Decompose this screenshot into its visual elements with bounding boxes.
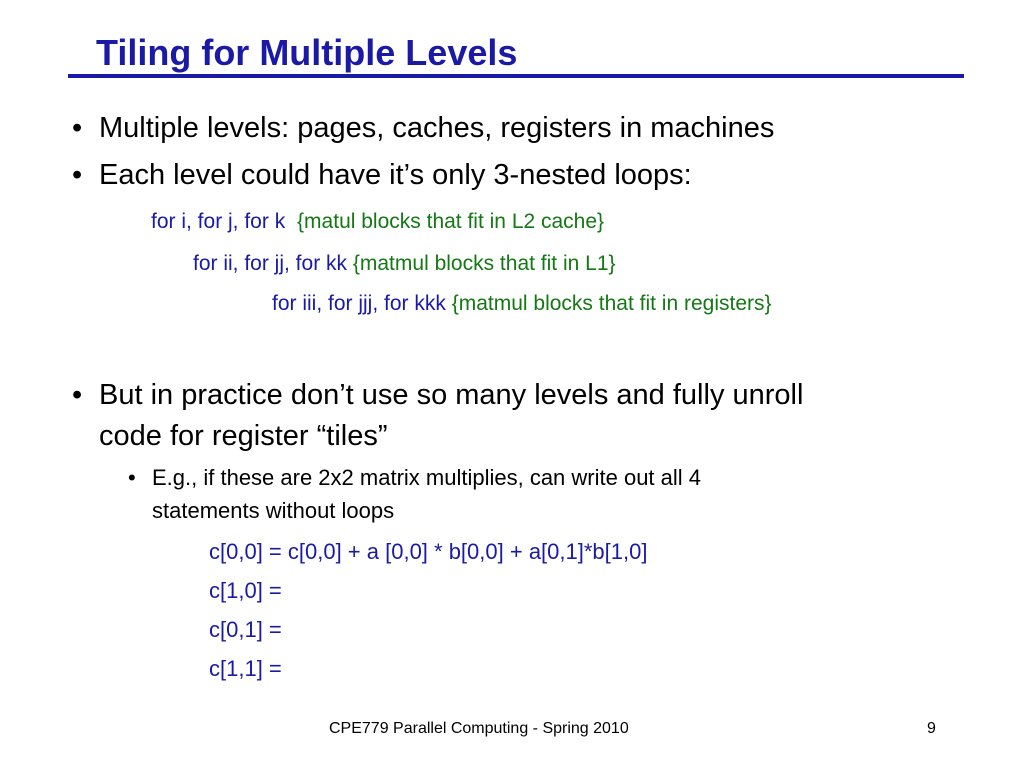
sub-bullet-text-line-1: E.g., if these are 2x2 matrix multiplies, can write out all 4: [152, 465, 702, 490]
loop-code: for iii, for jjj, for kkk: [272, 292, 446, 315]
bullet-text-line-2: code for register “tiles”: [99, 420, 388, 452]
bullet-text: Each level could have it’s only 3-nested loops:: [99, 159, 692, 191]
loop-comment: {matmul blocks that fit in registers}: [451, 292, 772, 315]
sub-bullet-marker: •: [128, 465, 136, 490]
statement-3: c[0,1] =: [209, 617, 282, 642]
slide-title: Tiling for Multiple Levels: [96, 32, 518, 73]
loop-code: for i, for j, for k: [151, 210, 286, 233]
loop-comment: {matul blocks that fit in L2 cache}: [297, 210, 605, 233]
loop-line-3: [272, 290, 772, 318]
bullet-text-line-1: But in practice don’t use so many levels and fully unroll: [99, 379, 804, 411]
loop-line-1: [151, 208, 604, 236]
statement-2: c[1,0] =: [209, 578, 282, 603]
footer-course: CPE779 Parallel Computing - Spring 2010: [329, 720, 629, 737]
bullet-marker: •: [72, 379, 83, 411]
page-number: 9: [927, 720, 936, 737]
loop-line-2: [193, 250, 616, 278]
bullet-marker: •: [72, 159, 83, 191]
statement-1: c[0,0] = c[0,0] + a [0,0] * b[0,0] + a[0,1]*b[1,0]: [209, 539, 648, 564]
sub-bullet-text-line-2: statements without loops: [152, 498, 395, 523]
title-underline: [68, 74, 964, 78]
loop-code: for ii, for jj, for kk: [193, 252, 348, 275]
loop-comment: {matmul blocks that fit in L1}: [352, 252, 616, 275]
statement-4: c[1,1] =: [209, 656, 282, 681]
bullet-text: Multiple levels: pages, caches, registers in machines: [99, 112, 775, 144]
bullet-marker: •: [72, 112, 83, 144]
